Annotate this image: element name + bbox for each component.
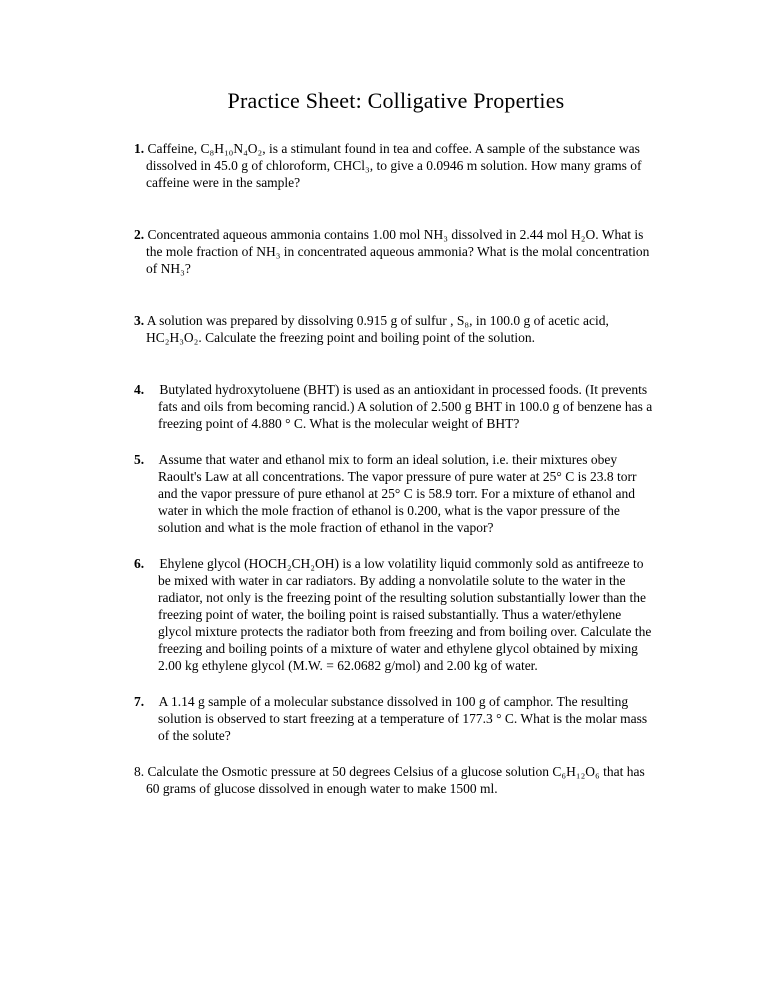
problem-number: 5.: [134, 452, 145, 467]
problem-text: Calculate the Osmotic pressure at 50 degrees Celsius of a glucose solution C₆H₁₂O₆ that has 60 grams of glucose dissolved in enough water to make 1500 ml.: [146, 764, 645, 796]
problem-text: Caffeine, C₈H₁₀N₄O₂, is a stimulant found in tea and coffee. A sample of the substance was dissolved in 45.0 g of chloroform, CHCl₃, to give a 0.0946 m solution. How many grams of caffeine were in the sample?: [146, 141, 642, 190]
document-content: [134, 0, 658, 797]
problem-number: 2.: [134, 227, 145, 242]
problem-item: [134, 140, 658, 191]
problem-text: Butylated hydroxytoluene (BHT) is used as an antioxidant in processed foods. (It prevents fats and oils from becoming rancid.) A solution of 2.500 g BHT in 100.0 g of benzene has a freezing point of 4.880 ° C. What is the molecular weight of BHT?: [158, 382, 653, 431]
problem-item: [134, 312, 658, 346]
problem-number: 4.: [134, 382, 145, 397]
problem-number: 1.: [134, 141, 145, 156]
problem-text: Assume that water and ethanol mix to form an ideal solution, i.e. their mixtures obey Raoult's Law at all concentrations. The vapor pressure of pure water at 25° C is 23.8 torr and the vapor pressure of pure ethanol at 25° C is 58.9 torr. For a mixture of ethanol and water in which the mole fraction of ethanol is 0.200, what is the vapor pressure of the solution and what is the mole fraction of ethanol in the vapor?: [158, 452, 637, 535]
problem-list: [134, 140, 658, 797]
problem-item: [134, 226, 658, 277]
problem-item: [134, 381, 658, 432]
problem-text: A solution was prepared by dissolving 0.915 g of sulfur , S₈, in 100.0 g of acetic acid, HC₂H₃O₂. Calculate the freezing point and boiling point of the solution.: [146, 313, 609, 345]
problem-text: Ehylene glycol (HOCH₂CH₂OH) is a low volatility liquid commonly sold as antifreeze to be mixed with water in car radiators. By adding a nonvolatile solute to the water in the radiator, not only is the freezing point of the resulting solution substantially lower than the freezing point of water, the boiling point is raised substantially. Thus a water/ethylene glycol mixture protects the radiator both from freezing and from boiling over. Calculate the freezing and boiling points of a mixture of water and ethylene glycol obtained by mixing 2.00 kg ethylene glycol (M.W. = 62.0682 g/mol) and 2.00 kg of water.: [158, 556, 652, 673]
problem-text: A 1.14 g sample of a molecular substance dissolved in 100 g of camphor. The resulting solution is observed to start freezing at a temperature of 177.3 ° C. What is the molar mass of the solute?: [158, 694, 648, 743]
problem-item: [134, 451, 658, 536]
problem-item: [134, 763, 658, 797]
problem-number: 8.: [134, 764, 145, 779]
problem-item: [134, 555, 658, 674]
problem-number: 3.: [134, 313, 145, 328]
problem-item: [134, 693, 658, 744]
problem-number: 7.: [134, 694, 145, 709]
problem-number: 6.: [134, 556, 145, 571]
problem-text: Concentrated aqueous ammonia contains 1.00 mol NH₃ dissolved in 2.44 mol H₂O. What is the mole fraction of NH₃ in concentrated aqueous ammonia? What is the molal concentration of NH₃?: [146, 227, 650, 276]
page-title: Practice Sheet: Colligative Properties: [227, 88, 565, 113]
